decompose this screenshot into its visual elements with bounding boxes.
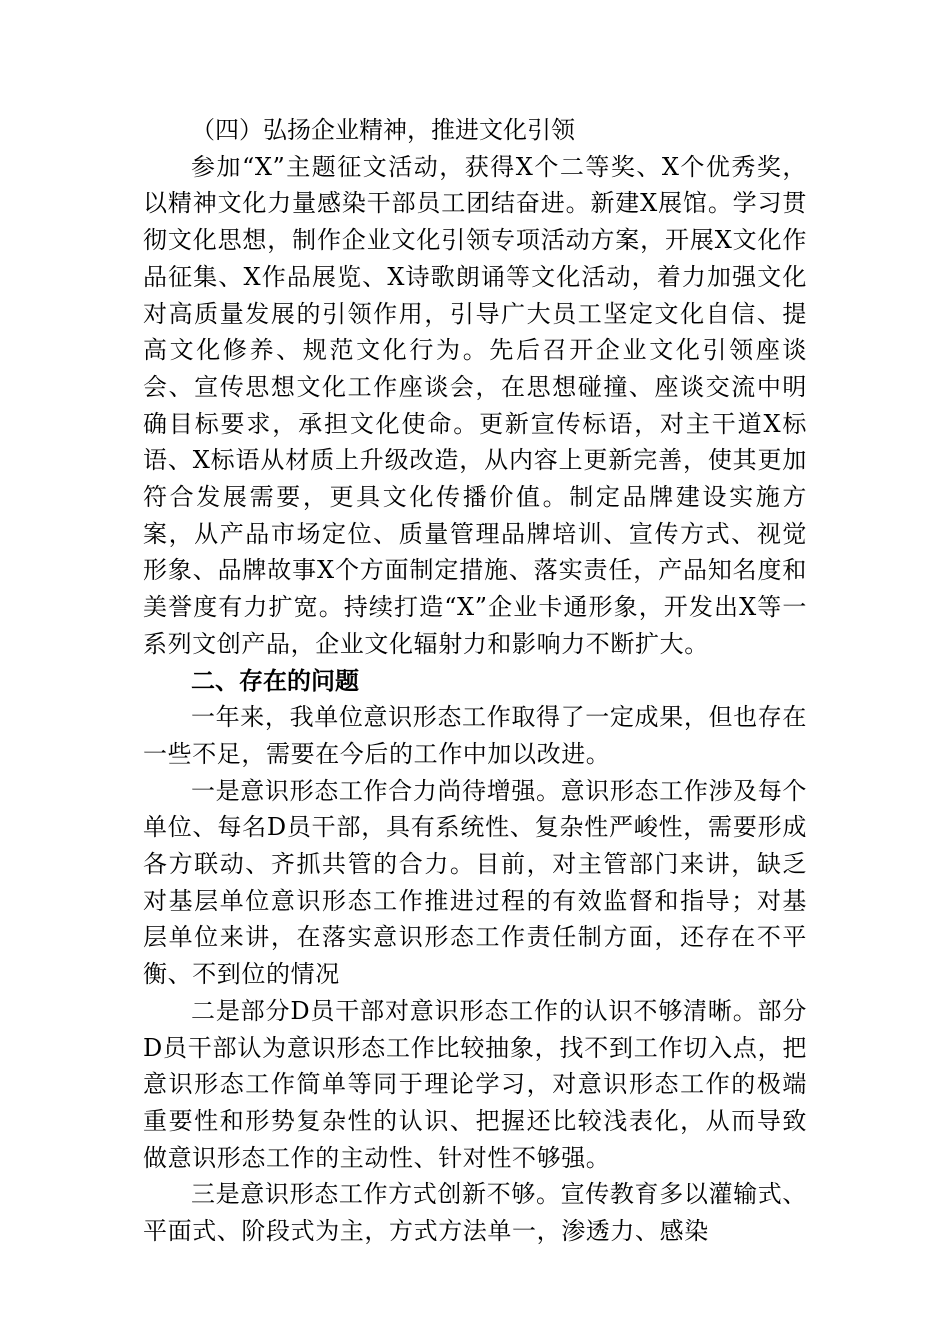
section-title: （四）弘扬企业精神，推进文化引领 [191, 116, 575, 144]
issue-paragraph-3: 三是意识形态工作方式创新不够。宣传教育多以灌输式、平面式、阶段式为主，方式方法单一，渗透力、感染 [143, 1180, 807, 1246]
section-paragraph: 参加“X”主题征文活动，获得X个二等奖、X个优秀奖，以精神文化力量感染干部员工团结奋进。新建X展馆。学习贯彻文化思想，制作企业文化引领专项活动方案，开展X文化作品征集、X作品展览、X诗歌朗诵等文化活动，着力加强文化对高质量发展的引领作用，引导广大员工坚定文化自信、提高文化修养、规范文化行为。先后召开企业文化引领座谈会、宣传思想文化工作座谈会，在思想碰撞、座谈交流中明确目标要求，承担文化使命。更新宣传标语，对主干道X标语、X标语从材质上升级改造，从内容上更新完善，使其更加符合发展需要，更具文化传播价值。制定品牌建设实施方案，从产品市场定位、质量管理品牌培训、宣传方式、视觉形象、品牌故事X个方面制定措施、落实责任，产品知名度和美誉度有力扩宽。持续打造“X”企业卡通形象，开发出X等一系列文创产品，企业文化辐射力和影响力不断扩大。 [143, 152, 807, 658]
intro-paragraph: 一年来，我单位意识形态工作取得了一定成果，但也存在一些不足，需要在今后的工作中加以改进。 [143, 703, 807, 768]
issue-paragraph-1: 一是意识形态工作合力尚待增强。意识形态工作涉及每个单位、每名D员干部，具有系统性、复杂性严峻性，需要形成各方联动、齐抓共管的合力。目前，对主管部门来讲，缺乏对基层单位意识形态工作推进过程的有效监督和指导；对基层单位来讲，在落实意识形态工作责任制方面，还存在不平衡、不到位的情况 [143, 776, 807, 989]
document-page [143, 112, 807, 1250]
issue-paragraph-2: 二是部分D员干部对意识形态工作的认识不够清晰。部分D员干部认为意识形态工作比较抽象，找不到工作切入点，把意识形态工作简单等同于理论学习，对意识形态工作的极端重要性和形势复杂性的认识、把握还比较浅表化，从而导致做意识形态工作的主动性、针对性不够强。 [143, 996, 807, 1172]
section-heading: 二、存在的问题 [191, 666, 359, 695]
